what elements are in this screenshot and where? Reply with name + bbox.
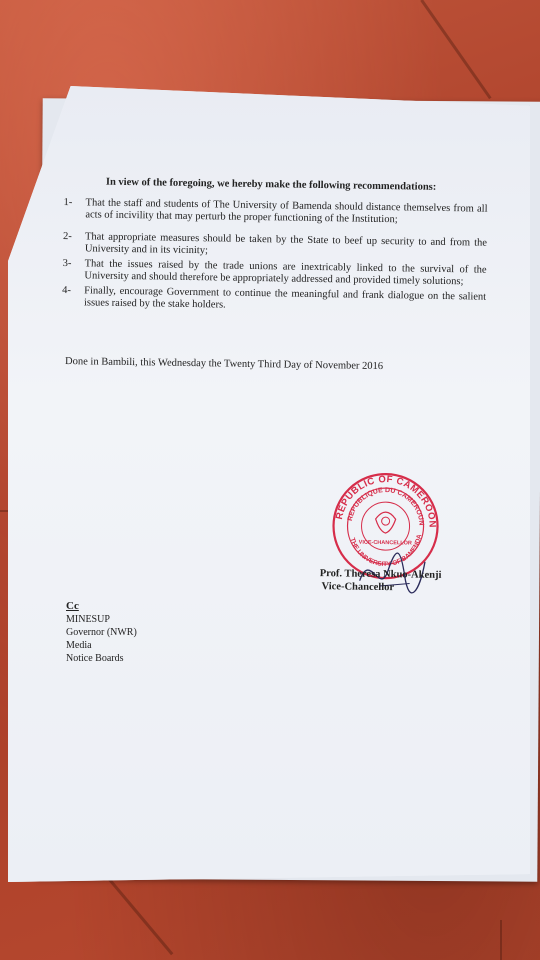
recommendations-heading: In view of the foregoing, we hereby make the following recommendations: <box>105 176 437 193</box>
document-body <box>61 176 488 594</box>
place-date-line: Done in Bambili, this Wednesday the Twenty Third Day of November 2016 <box>65 355 384 372</box>
item-number: 1- <box>63 196 73 208</box>
list-item <box>62 257 486 289</box>
seal-emblem <box>375 512 395 533</box>
list-item <box>63 230 487 262</box>
seal-bottom-text: THE UNIVERSITY OF BAMENDA <box>348 533 424 569</box>
item-text: Finally, encourage Government to continue the meaningful and frank dialogue on the salient issues raised by the stake holders. <box>83 284 487 311</box>
signature-block <box>289 470 491 613</box>
item-text: That appropriate measures should be taken by the State to beef up security to and from the University and in its vicinity; <box>84 230 488 257</box>
cc-item: Media <box>66 640 92 651</box>
item-text: That the staff and students of The University of Bamenda should distance themselves from all acts of incivility that may perturb the proper functioning of the Institution; <box>85 196 488 226</box>
list-item <box>62 284 486 316</box>
signatory-name: Prof. Theresa Nkuo-Akenji <box>319 568 442 581</box>
floor-tile-joint <box>420 0 491 99</box>
seal-outer-text: REPUBLIC OF CAMEROON <box>334 473 438 529</box>
recommendations-list <box>62 196 488 316</box>
item-number: 2- <box>62 230 72 242</box>
cc-title: Cc <box>66 600 79 612</box>
signatory-title: Vice-Chancellor <box>321 581 395 594</box>
cc-item: MINESUP <box>66 614 110 625</box>
cc-block <box>66 600 137 665</box>
item-number: 4- <box>62 284 72 296</box>
list-item <box>63 196 487 228</box>
item-number: 3- <box>62 257 72 269</box>
seal-inner-text: REPUBLIQUE DU CAMEROUN <box>346 487 425 526</box>
item-text: That the issues raised by the trade unions are inextricably linked to the survival of the University and should therefore be appropriately addressed and provided timely solutions; <box>84 257 487 288</box>
cc-item: Governor (NWR) <box>66 627 137 638</box>
floor-tile-joint <box>500 920 502 960</box>
floor-tile-joint <box>100 869 173 955</box>
cc-item: Notice Boards <box>66 653 124 664</box>
seal-center-text: VICE-CHANCELLOR <box>358 539 412 547</box>
